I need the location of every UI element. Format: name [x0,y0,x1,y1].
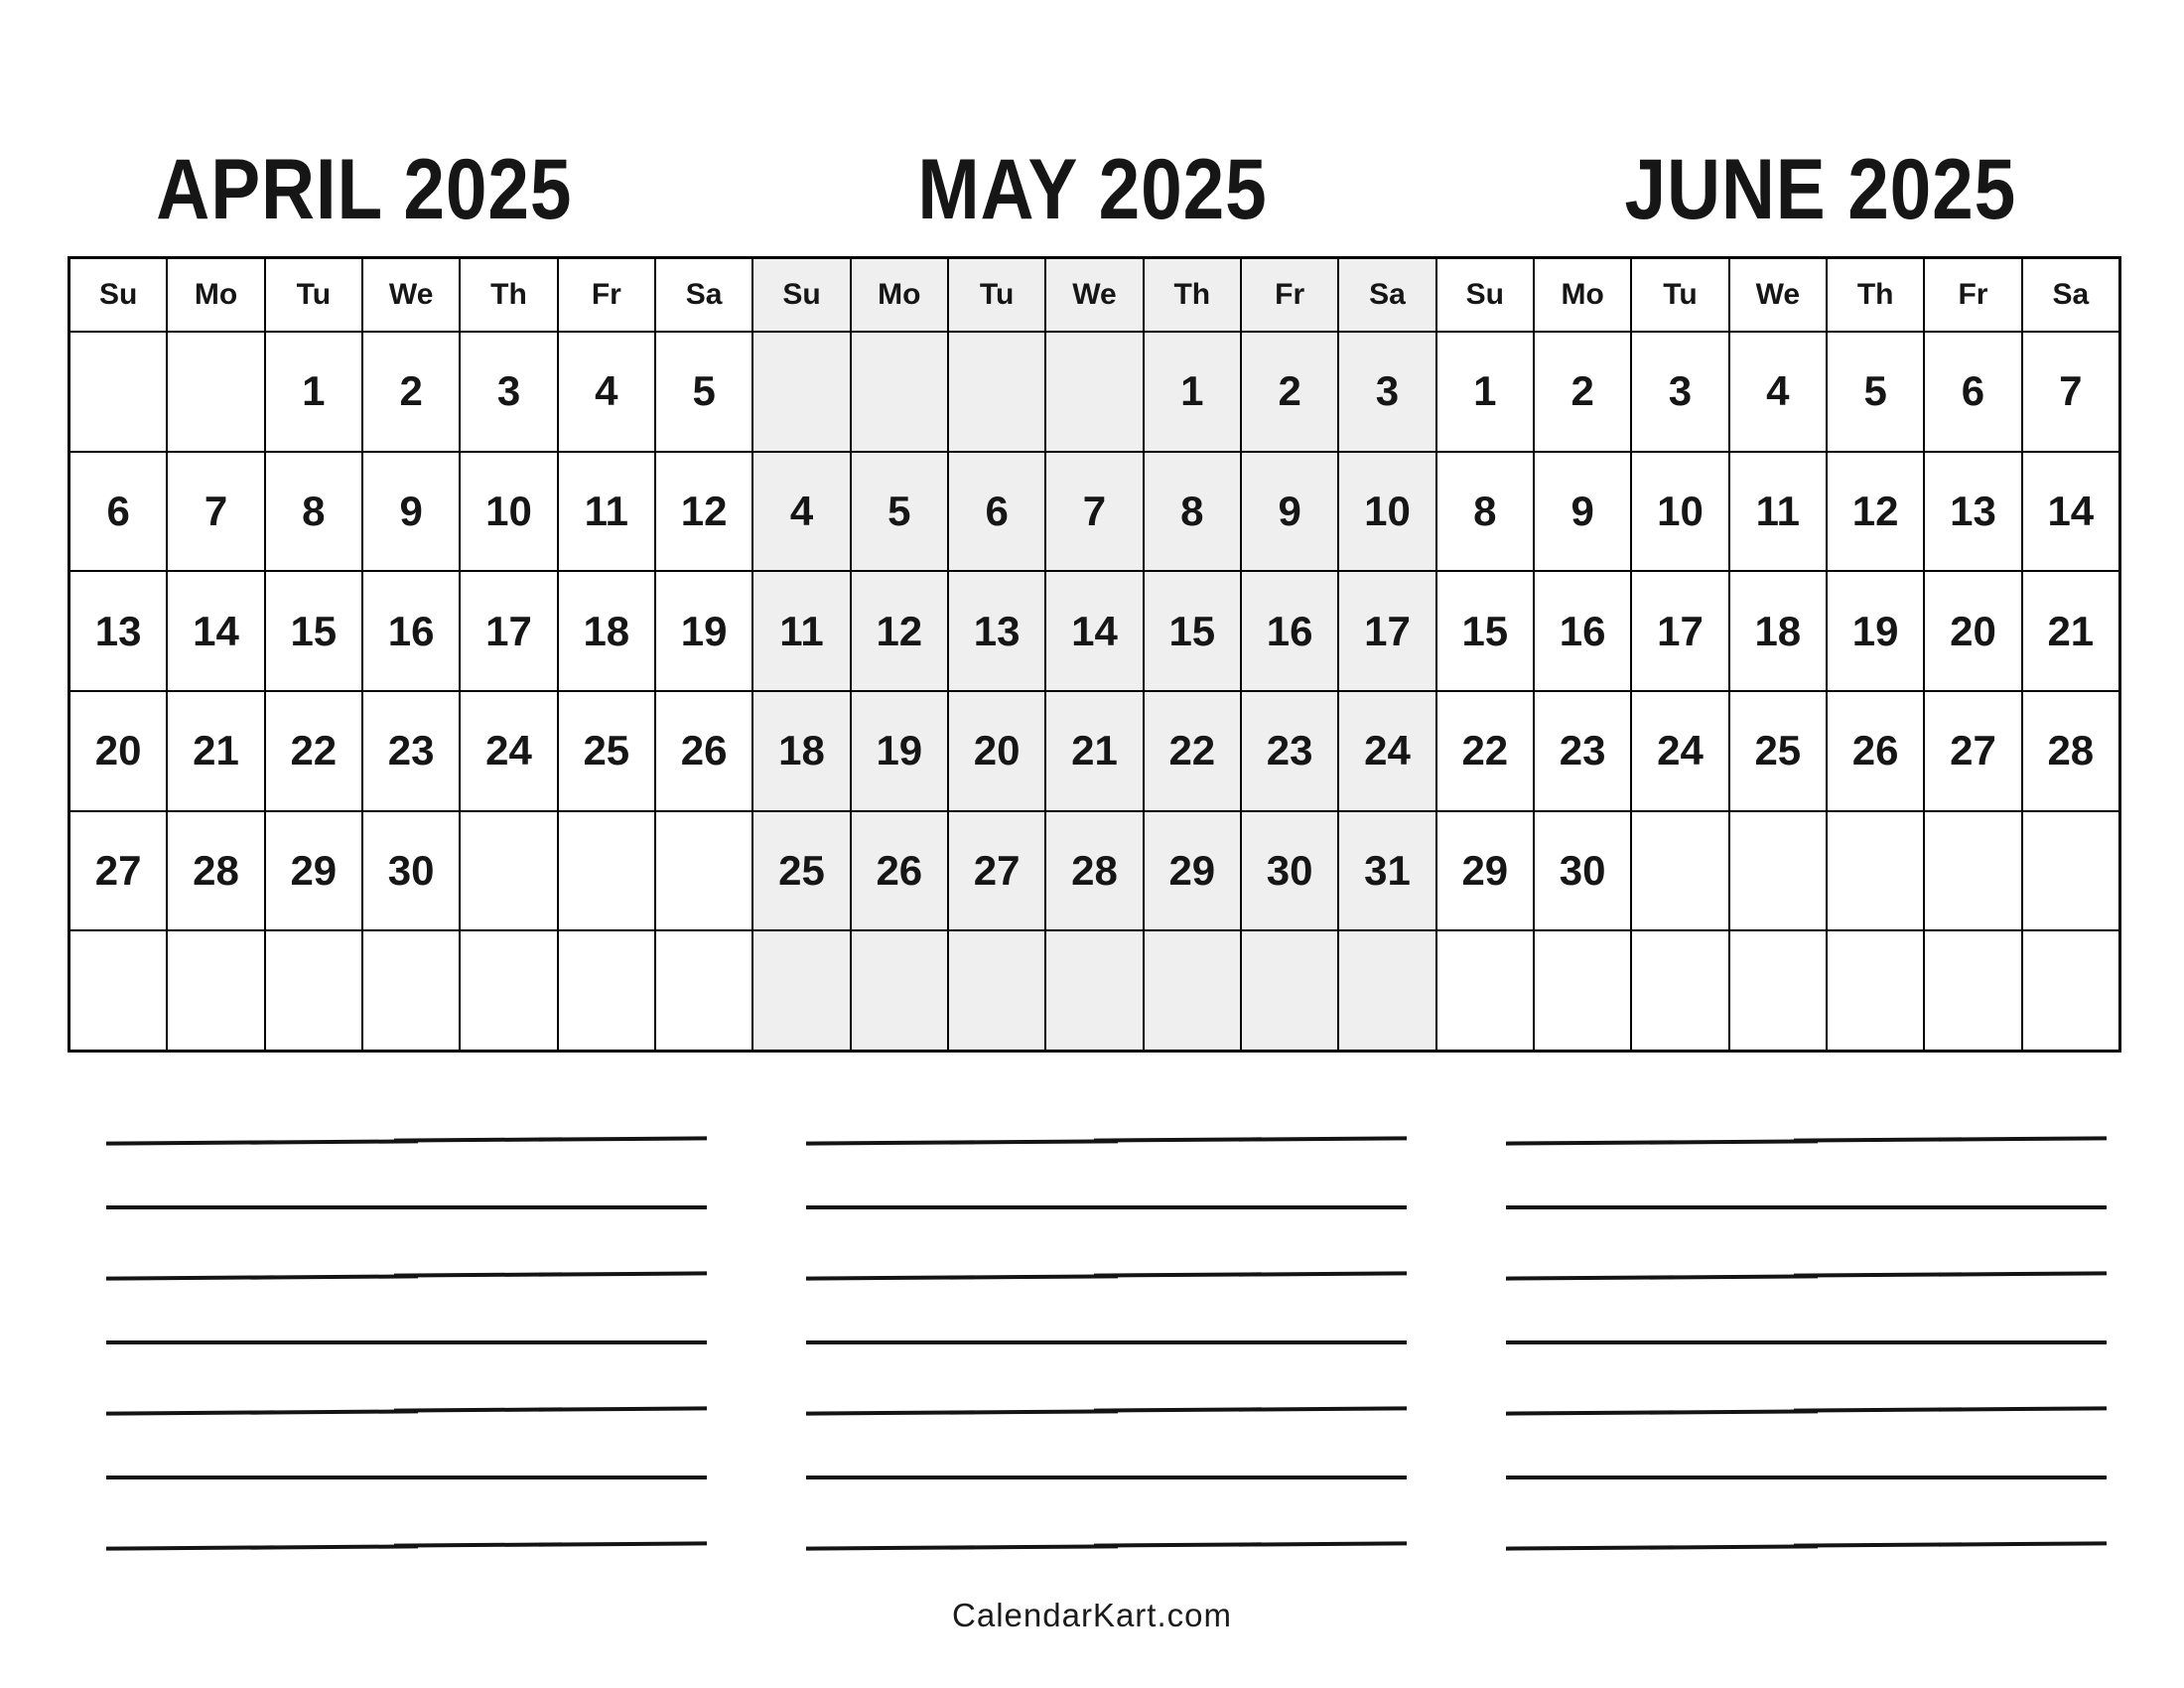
day-cell: 5 [1827,332,1924,452]
day-cell: 23 [1534,691,1631,811]
day-cell: 8 [265,452,362,572]
empty-day-cell [1924,811,2021,931]
month-title-cell-june [1456,142,2184,237]
day-cell: 15 [1144,571,1241,691]
day-cell: 8 [1436,452,1534,572]
note-line [1506,1340,2107,1344]
weekday-header: Fr [1241,258,1338,332]
note-line [1506,1205,2107,1209]
empty-day-cell [362,930,460,1051]
day-cell: 5 [851,452,948,572]
day-cell: 3 [460,332,557,452]
note-line [1506,1543,2107,1547]
empty-day-cell [948,930,1045,1051]
day-cell: 23 [1241,691,1338,811]
empty-day-cell [167,332,264,452]
weekday-header: Mo [851,258,948,332]
empty-day-cell [1729,930,1827,1051]
note-line [1506,1408,2107,1412]
weekday-header: Mo [1534,258,1631,332]
day-cell: 14 [1045,571,1143,691]
empty-day-cell [265,930,362,1051]
weekday-header: Th [1144,258,1241,332]
day-cell: 21 [2022,571,2119,691]
day-cell: 25 [1729,691,1827,811]
day-cell: 7 [2022,332,2119,452]
day-cell: 10 [1338,452,1435,572]
day-cell: 17 [1338,571,1435,691]
day-cell: 7 [167,452,264,572]
day-cell: 17 [1631,571,1728,691]
three-month-grid [68,256,2121,1053]
empty-day-cell [1631,930,1728,1051]
day-cell: 31 [1338,811,1435,931]
month-title-april: APRIL 2025 [156,142,573,237]
note-line [1506,1138,2107,1142]
weekday-header: We [1045,258,1143,332]
empty-day-cell [851,930,948,1051]
day-cell: 12 [1827,452,1924,572]
note-line [806,1543,1407,1547]
day-cell: 29 [1144,811,1241,931]
day-cell: 6 [1924,332,2021,452]
day-cell: 27 [948,811,1045,931]
weekday-header: Su [69,258,167,332]
weekday-header: Tu [948,258,1045,332]
note-line [806,1340,1407,1344]
day-cell: 3 [1631,332,1728,452]
day-cell: 23 [362,691,460,811]
weekday-header: Sa [2022,258,2119,332]
day-cell: 15 [1436,571,1534,691]
empty-day-cell [948,332,1045,452]
month-titles-row [0,142,2184,237]
day-cell: 7 [1045,452,1143,572]
day-cell: 30 [1534,811,1631,931]
day-cell: 24 [1631,691,1728,811]
day-cell: 11 [558,452,655,572]
day-cell: 19 [851,691,948,811]
notes-column-june [1506,1122,2107,1611]
note-line [106,1273,707,1277]
notes-column-april [106,1122,707,1611]
day-cell: 18 [558,571,655,691]
empty-day-cell [69,930,167,1051]
day-cell: 12 [655,452,752,572]
day-cell: 13 [948,571,1045,691]
day-cell: 9 [362,452,460,572]
day-cell: 13 [69,571,167,691]
day-cell: 25 [558,691,655,811]
empty-day-cell [1534,930,1631,1051]
month-title-cell-april [0,142,728,237]
month-title-june: JUNE 2025 [1623,142,2016,237]
day-cell: 10 [1631,452,1728,572]
day-cell: 17 [460,571,557,691]
note-line [106,1408,707,1412]
day-cell: 10 [460,452,557,572]
day-cell: 21 [1045,691,1143,811]
note-line [806,1408,1407,1412]
day-cell: 22 [1144,691,1241,811]
day-cell: 28 [2022,691,2119,811]
day-cell: 9 [1534,452,1631,572]
day-cell: 14 [2022,452,2119,572]
day-cell: 16 [362,571,460,691]
day-cell: 20 [1924,571,2021,691]
weekday-header: Sa [1338,258,1435,332]
day-cell: 11 [1729,452,1827,572]
empty-day-cell [69,332,167,452]
empty-day-cell [2022,811,2119,931]
day-cell: 19 [1827,571,1924,691]
month-grid-june [1436,258,2119,1051]
day-cell: 27 [1924,691,2021,811]
empty-day-cell [1045,332,1143,452]
day-cell: 8 [1144,452,1241,572]
empty-day-cell [1436,930,1534,1051]
day-cell: 1 [1436,332,1534,452]
notes-column-may [806,1122,1407,1611]
weekday-header: Th [1827,258,1924,332]
day-cell: 18 [752,691,850,811]
day-cell: 13 [1924,452,2021,572]
day-cell: 9 [1241,452,1338,572]
weekday-header: Mo [167,258,264,332]
note-line [106,1340,707,1344]
weekday-header: Fr [1924,258,2021,332]
day-cell: 11 [752,571,850,691]
note-line [806,1273,1407,1277]
month-title-may: MAY 2025 [916,142,1268,237]
empty-day-cell [1045,930,1143,1051]
empty-day-cell [167,930,264,1051]
empty-day-cell [655,930,752,1051]
weekday-header: Tu [1631,258,1728,332]
notes-section [68,1122,2121,1611]
empty-day-cell [1827,930,1924,1051]
day-cell: 16 [1534,571,1631,691]
day-cell: 25 [752,811,850,931]
month-grid-april [69,258,752,1051]
empty-day-cell [1827,811,1924,931]
empty-day-cell [851,332,948,452]
day-cell: 26 [655,691,752,811]
note-line [106,1476,707,1479]
weekday-header: Su [1436,258,1534,332]
empty-day-cell [1924,930,2021,1051]
day-cell: 4 [752,452,850,572]
day-cell: 5 [655,332,752,452]
day-cell: 4 [1729,332,1827,452]
day-cell: 20 [948,691,1045,811]
empty-day-cell [558,811,655,931]
site-credit: CalendarKart.com [952,1597,1232,1633]
day-cell: 15 [265,571,362,691]
day-cell: 22 [1436,691,1534,811]
day-cell: 2 [362,332,460,452]
empty-day-cell [558,930,655,1051]
day-cell: 20 [69,691,167,811]
day-cell: 16 [1241,571,1338,691]
day-cell: 3 [1338,332,1435,452]
weekday-header: Sa [655,258,752,332]
weekday-header: Su [752,258,850,332]
day-cell: 1 [1144,332,1241,452]
empty-day-cell [460,811,557,931]
day-cell: 6 [948,452,1045,572]
note-line [806,1476,1407,1479]
day-cell: 19 [655,571,752,691]
empty-day-cell [2022,930,2119,1051]
empty-day-cell [1729,811,1827,931]
note-line [1506,1476,2107,1479]
note-line [106,1543,707,1547]
weekday-header: Tu [265,258,362,332]
month-grid-may [752,258,1435,1051]
empty-day-cell [460,930,557,1051]
weekday-header: We [362,258,460,332]
day-cell: 30 [362,811,460,931]
weekday-header: Fr [558,258,655,332]
day-cell: 28 [167,811,264,931]
empty-day-cell [1144,930,1241,1051]
day-cell: 2 [1241,332,1338,452]
empty-day-cell [1338,930,1435,1051]
month-title-cell-may [728,142,1455,237]
day-cell: 30 [1241,811,1338,931]
day-cell: 24 [1338,691,1435,811]
day-cell: 26 [851,811,948,931]
note-line [1506,1273,2107,1277]
day-cell: 21 [167,691,264,811]
day-cell: 14 [167,571,264,691]
empty-day-cell [1241,930,1338,1051]
day-cell: 6 [69,452,167,572]
weekday-header: We [1729,258,1827,332]
note-line [106,1205,707,1209]
day-cell: 22 [265,691,362,811]
day-cell: 29 [1436,811,1534,931]
note-line [806,1138,1407,1142]
empty-day-cell [752,930,850,1051]
empty-day-cell [752,332,850,452]
day-cell: 12 [851,571,948,691]
weekday-header: Th [460,258,557,332]
day-cell: 1 [265,332,362,452]
day-cell: 29 [265,811,362,931]
day-cell: 4 [558,332,655,452]
day-cell: 28 [1045,811,1143,931]
empty-day-cell [655,811,752,931]
note-line [106,1138,707,1142]
day-cell: 26 [1827,691,1924,811]
day-cell: 27 [69,811,167,931]
day-cell: 24 [460,691,557,811]
day-cell: 18 [1729,571,1827,691]
note-line [806,1205,1407,1209]
day-cell: 2 [1534,332,1631,452]
empty-day-cell [1631,811,1728,931]
